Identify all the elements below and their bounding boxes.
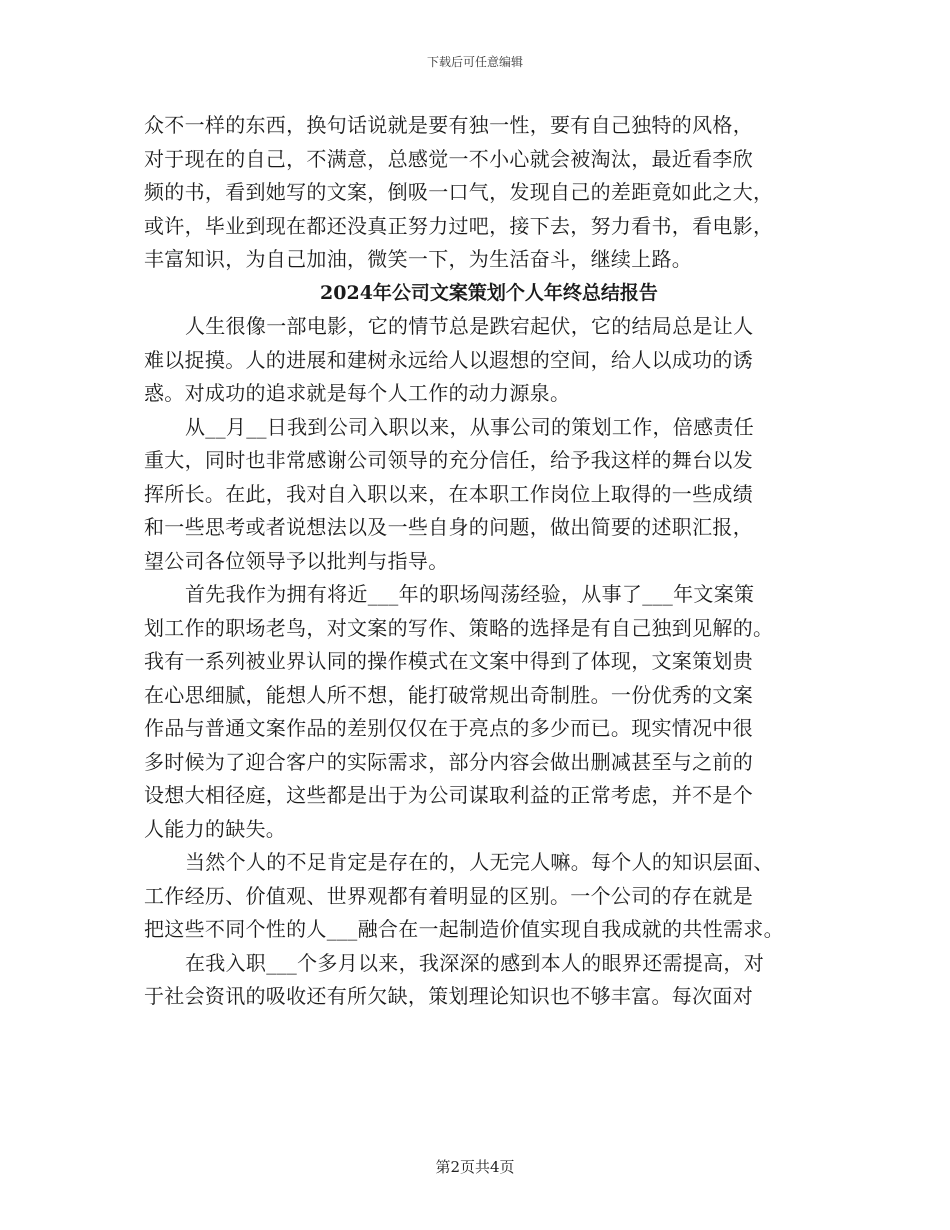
text-line: 当然个人的不足肯定是存在的，人无完人嘛。每个人的知识层面、 xyxy=(185,850,774,874)
text-line: 和一些思考或者说想法以及一些自身的问题，做出简要的述职汇报， xyxy=(144,515,753,539)
text-line: 或许，毕业到现在都还没真正努力过吧，接下去，努力看书，看电影， xyxy=(144,213,774,238)
text-line: 从__月__日我到公司入职以来，从事公司的策划工作，倍感责任 xyxy=(185,414,754,439)
text-line: 作品与普通文案作品的差别仅仅在于亮点的多少而已。现实情况中很 xyxy=(144,716,753,740)
text-line: 望公司各位领导予以批判与指导。 xyxy=(144,548,449,573)
text-line: 丰富知识，为自己加油，微笑一下，为生活奋斗，继续上路。 xyxy=(144,247,693,271)
page-number: 第2页共4页 xyxy=(435,1158,515,1176)
paragraph-4 xyxy=(144,846,814,947)
text-line: 在心思细腻，能想人所不想，能打破常规出奇制胜。一份优秀的文案 xyxy=(144,682,753,707)
text-line: 把这些不同个性的人___融合在一起制造价值实现自我成就的共性需求。 xyxy=(144,917,784,941)
text-line: 在我入职___个多月以来，我深深的感到本人的眼界还需提高，对 xyxy=(185,950,764,975)
text-line: 挥所长。在此，我对自入职以来，在本职工作岗位上取得的一些成绩 xyxy=(144,481,753,506)
text-line: 首先我作为拥有将近___年的职场闯荡经验，从事了___年文案策 xyxy=(185,582,755,606)
text-line: 多时候为了迎合客户的实际需求，部分内容会做出删减甚至与之前的 xyxy=(144,749,753,774)
text-line: 对于现在的自己，不满意，总感觉一不小心就会被淘汰，最近看李欣 xyxy=(144,146,753,171)
text-line: 设想大相径庭，这些都是出于为公司谋取利益的正常考虑，并不是个 xyxy=(144,783,753,807)
text-line: 惑。对成功的追求就是每个人工作的动力源泉。 xyxy=(144,381,571,405)
text-line: 频的书，看到她写的文案，倒吸一口气，发现自己的差距竟如此之大， xyxy=(144,180,774,204)
document-body xyxy=(144,109,814,1014)
text-line: 于社会资讯的吸收还有所欠缺，策划理论知识也不够丰富。每次面对 xyxy=(144,984,753,1008)
text-line: 我有一系列被业界认同的操作模式在文案中得到了体现，文案策划贵 xyxy=(144,649,753,673)
text-line: 重大，同时也非常感谢公司领导的充分信任，给予我这样的舞台以发 xyxy=(144,448,753,472)
paragraph-5 xyxy=(144,947,814,1014)
paragraph-2 xyxy=(144,411,814,579)
text-line: 众不一样的东西，换句话说就是要有独一性，要有自己独特的风格， xyxy=(144,113,753,137)
text-line: 人能力的缺失。 xyxy=(144,816,287,841)
text-line: 工作经历、价值观、世界观都有着明显的区别。一个公司的存在就是 xyxy=(144,883,753,908)
paragraph-1 xyxy=(144,310,814,411)
header-note: 下载后可任意编辑 xyxy=(426,55,523,69)
text-line: 人生很像一部电影，它的情节总是跌宕起伏，它的结局总是让人 xyxy=(185,314,754,338)
report-title: 2024年公司文案策划个人年终总结报告 xyxy=(320,281,658,304)
paragraph-3 xyxy=(144,578,814,846)
text-line: 划工作的职场老鸟，对文案的写作、策略的选择是有自己独到见解的。 xyxy=(144,615,774,640)
text-line: 难以捉摸。人的进展和建树永远给人以遐想的空间，给人以成功的诱 xyxy=(144,347,753,372)
intro-paragraph xyxy=(144,109,814,277)
